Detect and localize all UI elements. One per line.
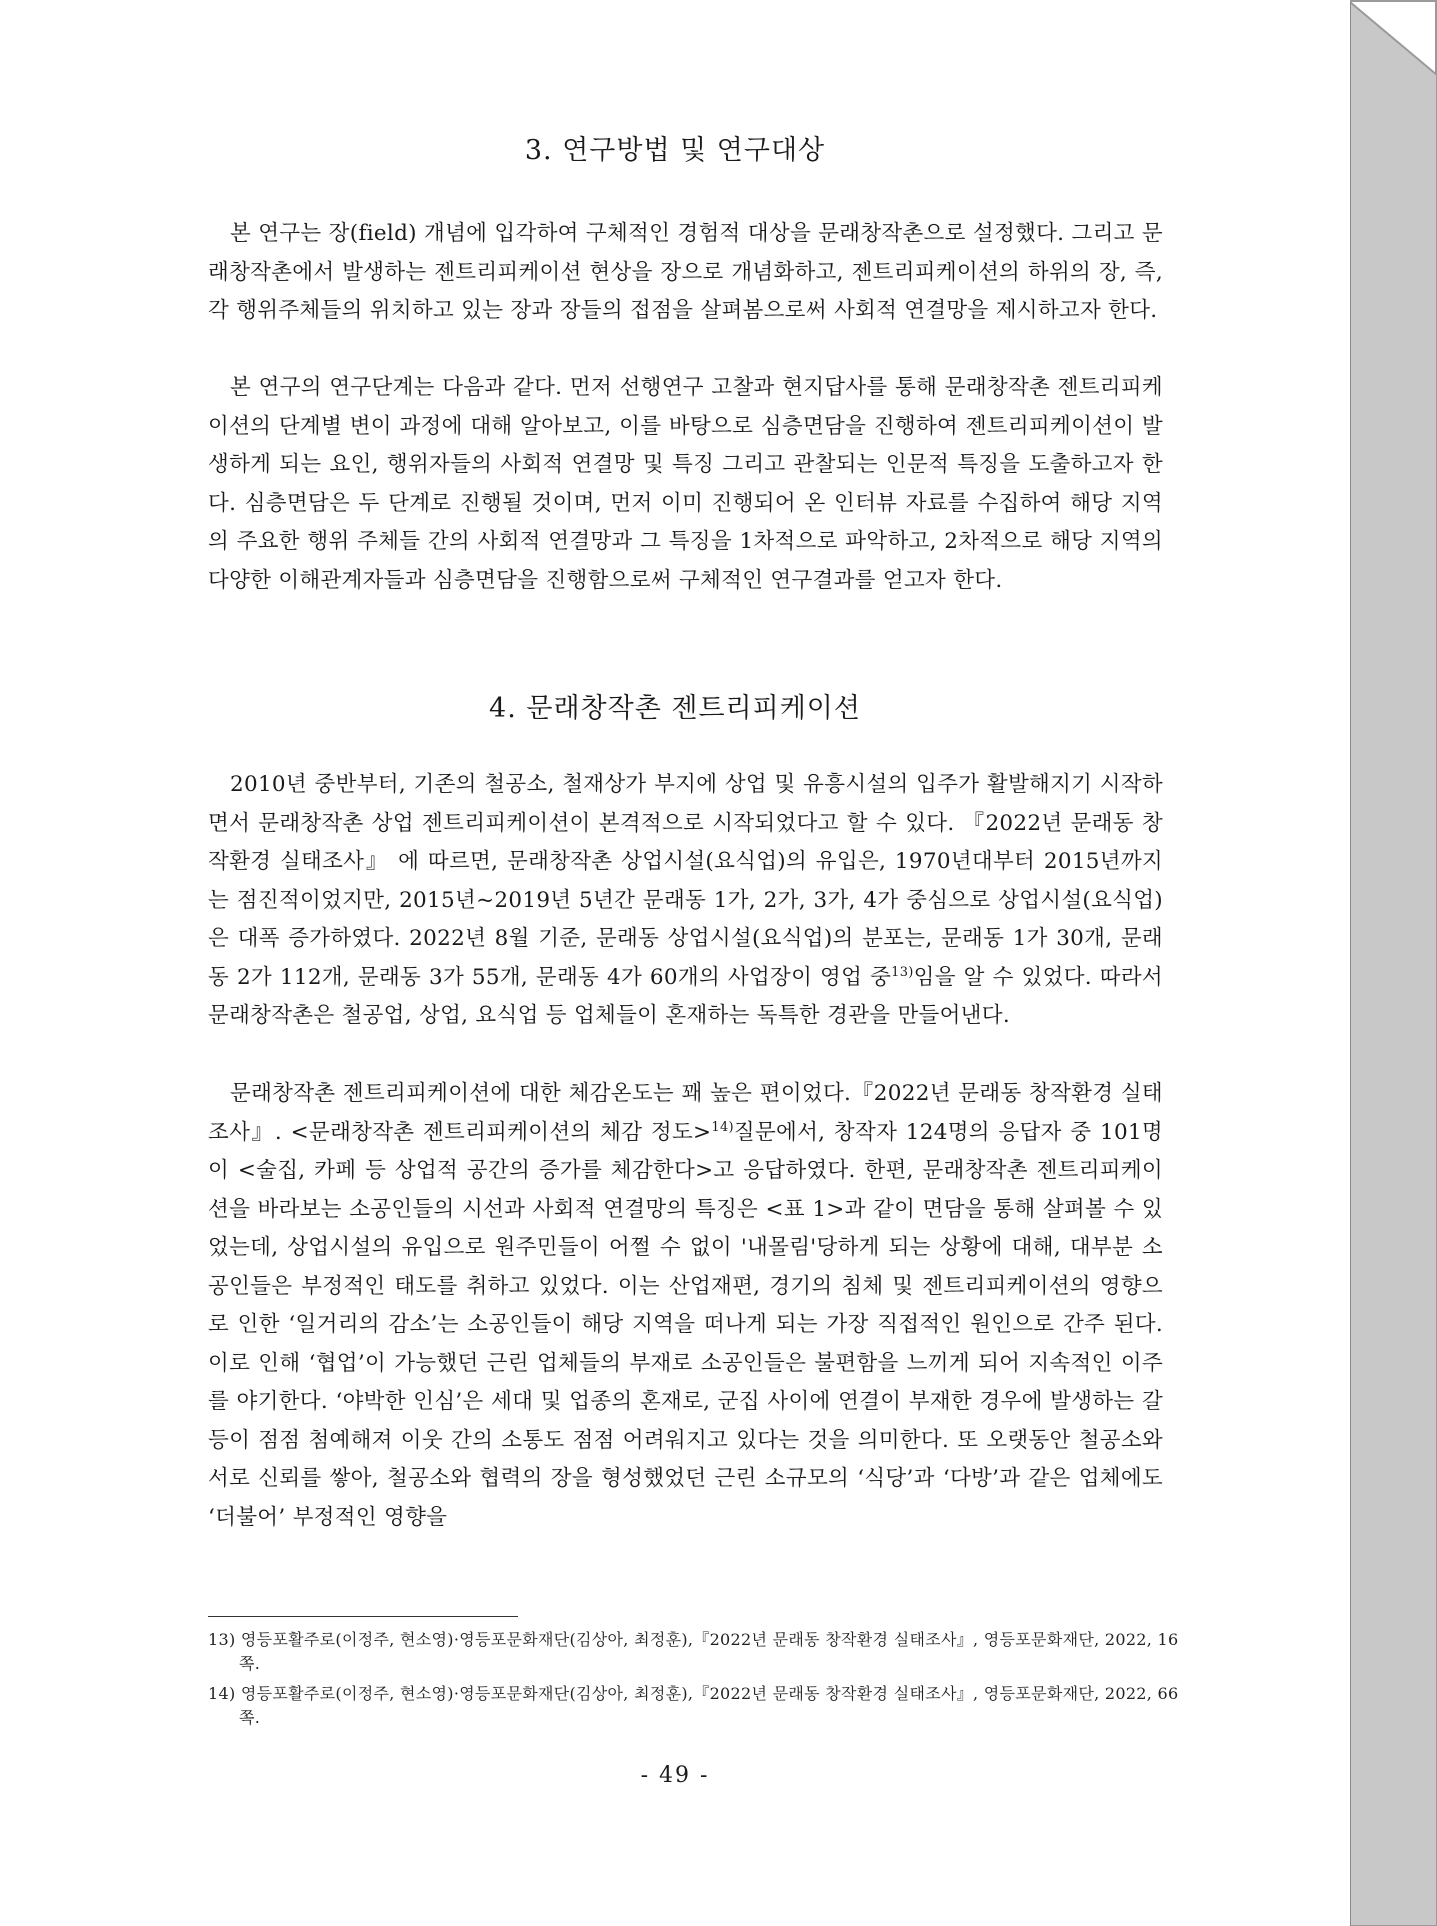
footnote-14: 14) 영등포활주로(이정주, 현소영)·영등포문화재단(김상아, 최정훈),『2022년 문래동 창작환경 실태조사』, 영등포문화재단, 2022, 66쪽. <box>208 1684 1179 1727</box>
footnote-ref-13[interactable]: 13) <box>891 964 914 980</box>
footnote-ref-14[interactable]: 14) <box>711 1119 734 1135</box>
paragraph-text: 2010년 중반부터, 기존의 철공소, 철재상가 부지에 상업 및 유흥시설의 입주가 활발해지기 시작하면서 문래창작촌 상업 젠트리피케이션이 본격적으로 시작되었다고 할 수 있다. 『2022년 문래동 창작환경 실태조사』 에 따르면, 문래창작촌 상업시설(요식업)의 유입은, 1970년대부터 2015년까지는 점진적이었지만, 2015년~2019년 5년간 문래동 1가, 2가, 3가, 4가 중심으로 상업시설(요식업)은 대폭 증가하였다. 2022년 8월 기준, 문래동 상업시설(요식업)의 분포는, 문래동 1가 30개, 문래동 2가 112개, 문래동 3가 55개, 문래동 4가 60개의 사업장이 영업 중 <box>208 772 1163 990</box>
paragraph: 본 연구는 장(field) 개념에 입각하여 구체적인 경험적 대상을 문래창작촌으로 설정했다. 그리고 문래창작촌에서 발생하는 젠트리피케이션 현상을 장으로 개념화하고, 젠트리피케이션의 하위의 장, 즉, 각 행위주체들의 위치하고 있는 장과 장들의 접점을 살펴봄으로써 사회적 연결망을 제시하고자 한다. <box>208 221 1163 323</box>
page-number: - 49 - <box>640 1763 710 1788</box>
footnote-13: 13) 영등포활주로(이정주, 현소영)·영등포문화재단(김상아, 최정훈),『2022년 문래동 창작환경 실태조사』, 영등포문화재단, 2022, 16쪽. <box>208 1630 1179 1673</box>
section-heading-methods: 3. 연구방법 및 연구대상 <box>524 135 826 166</box>
paragraph-text: 문래창작촌 젠트리피케이션에 대한 체감온도는 꽤 높은 편이었다.『2022년 문래동 창작환경 실태조사』. <문래창작촌 젠트리피케이션의 체감 정도> <box>208 1081 1163 1145</box>
paragraph-text: 질문에서, 창작자 124명의 응답자 중 101명이 <술집, 카페 등 상업적 공간의 증가를 체감한다>고 응답하였다. 한편, 문래창작촌 젠트리피케이션을 바라보는 소공인들의 시선과 사회적 연결망의 특징은 <표 1>과 같이 면담을 통해 살펴볼 수 있었는데, 상업시설의 유입으로 원주민들이 어쩔 수 없이 '내몰림'당하게 되는 상황에 대해, 대부분 소공인들은 부정적인 태도를 취하고 있었다. 이는 산업재편, 경기의 침체 및 젠트리피케이션의 영향으로 인한 ‘일거리의 감소’는 소공인들이 해당 지역을 떠나게 되는 가장 직접적인 원인으로 간주 된다. 이로 인해 ‘협업’이 가능했던 근린 업체들의 부재로 소공인들은 불편함을 느끼게 되어 지속적인 이주를 야기한다. ‘야박한 인심’은 세대 및 업종의 혼재로, 군집 사이에 연결이 부재한 경우에 발생하는 갈등이 점점 첨예해져 이웃 간의 소통도 점점 어려워지고 있다는 것을 의미한다. 또 오랫동안 철공소와 서로 신뢰를 쌓아, 철공소와 협력의 장을 형성했었던 근린 소규모의 ‘식당’과 ‘다방’과 같은 업체에도 ‘더불어’ 부정적인 영향을 <box>208 1119 1163 1530</box>
section-heading-gentrification: 4. 문래창작촌 젠트리피케이션 <box>489 693 861 724</box>
paragraph: 본 연구의 연구단계는 다음과 같다. 먼저 선행연구 고찰과 현지답사를 통해 문래창작촌 젠트리피케이션의 단계별 변이 과정에 대해 알아보고, 이를 바탕으로 심층면담을 진행하여 젠트리피케이션이 발생하게 되는 요인, 행위자들의 사회적 연결망 및 특징 그리고 관찰되는 인문적 특징을 도출하고자 한다. 심층면담은 두 단계로 진행될 것이며, 먼저 이미 진행되어 온 인터뷰 자료를 수집하여 해당 지역의 주요한 행위 주체들 간의 사회적 연결망과 그 특징을 1차적으로 파악하고, 2차적으로 해당 지역의 다양한 이해관계자들과 심층면담을 진행함으로써 구체적인 연구결과를 얻고자 한다. <box>208 375 1163 593</box>
footnote-divider <box>208 1616 518 1617</box>
paragraph <box>208 766 1163 1036</box>
paragraph-text: 임을 알 수 있었다. 따라서 문래창작촌은 철공업, 상업, 요식업 등 업체들이 혼재하는 독특한 경관을 만들어낸다. <box>208 964 1163 1028</box>
paragraph <box>208 1075 1163 1537</box>
